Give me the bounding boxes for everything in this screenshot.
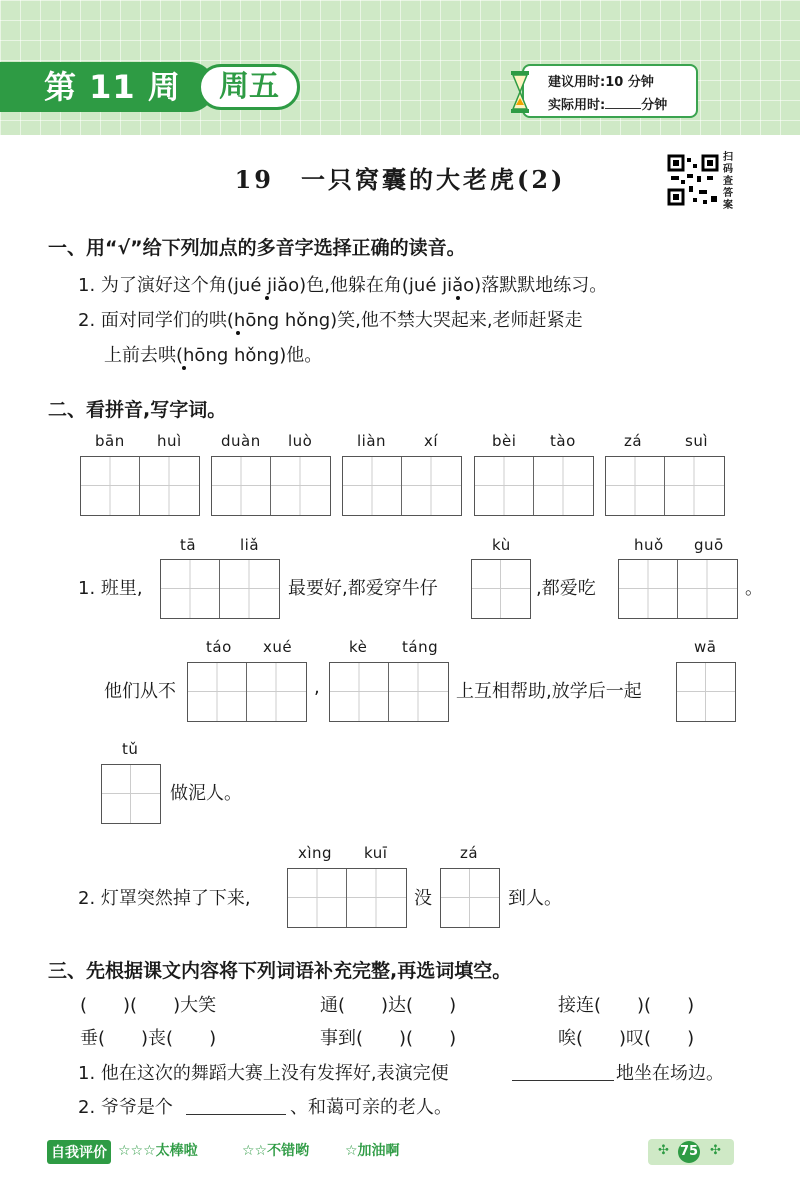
writing-box[interactable]: [160, 559, 280, 619]
page-number-badge: [648, 1139, 734, 1165]
idiom-fill[interactable]: 接连( )( ): [558, 995, 695, 1016]
pinyin-label: bèi: [492, 432, 517, 450]
sentence-text: 2. 灯罩突然掉了下来,: [78, 888, 251, 909]
hourglass-icon: [510, 70, 530, 114]
pinyin-label: tǔ: [122, 740, 139, 758]
actual-time: 实际用时: 分钟: [548, 98, 668, 113]
flower-icon: ✣: [710, 1143, 721, 1158]
sentence-text: 到人。: [508, 888, 562, 909]
pinyin-label: xí: [424, 432, 439, 450]
pinyin-label: guō: [694, 536, 724, 554]
writing-box[interactable]: [287, 868, 407, 928]
pinyin-label: táng: [402, 638, 439, 656]
section3-heading: 三、先根据课文内容将下列词语补充完整,再选词填空。: [48, 960, 512, 982]
sentence-text: 1. 班里,: [78, 578, 143, 599]
pinyin-label: kuī: [364, 844, 388, 862]
time-box: [522, 64, 698, 118]
pinyin-label: suì: [685, 432, 708, 450]
section2-heading: 二、看拼音,写字词。: [48, 399, 227, 421]
sentence-text: 没: [414, 888, 432, 909]
rating-excellent[interactable]: ☆☆☆太棒啦: [118, 1143, 198, 1159]
day-badge: 周五: [198, 64, 300, 110]
pinyin-label: liǎ: [240, 536, 260, 554]
pinyin-label: táo: [206, 638, 232, 656]
pinyin-label: tào: [550, 432, 576, 450]
section1-heading: 一、用“√”给下列加点的多音字选择正确的读音。: [48, 237, 466, 259]
sentence-text: 最要好,都爱穿牛仔: [288, 578, 438, 599]
idiom-fill[interactable]: 垂( )丧( ): [80, 1028, 217, 1049]
writing-box[interactable]: [211, 456, 331, 516]
writing-box[interactable]: [329, 662, 449, 722]
writing-box[interactable]: [187, 662, 307, 722]
writing-box[interactable]: [618, 559, 738, 619]
pinyin-label: luò: [288, 432, 313, 450]
idiom-fill[interactable]: 唉( )叹( ): [558, 1028, 695, 1049]
emphasis-dot: [456, 296, 460, 300]
idiom-fill[interactable]: ( )( )大笑: [80, 995, 217, 1016]
sentence-text: 做泥人。: [170, 783, 242, 804]
answer-blank[interactable]: [512, 1080, 614, 1081]
emphasis-dot: [236, 331, 240, 335]
writing-box[interactable]: [474, 456, 594, 516]
answer-blank[interactable]: [186, 1114, 286, 1115]
pinyin-label: kè: [349, 638, 368, 656]
pinyin-label: xué: [263, 638, 293, 656]
fill-sentence: 2. 爷爷是个: [78, 1097, 173, 1118]
pinyin-label: huǒ: [634, 536, 664, 554]
fill-sentence: 1. 他在这次的舞蹈大赛上没有发挥好,表演完便: [78, 1063, 449, 1084]
qr-label: 扫码查答案: [723, 152, 733, 211]
sentence-text: 上互相帮助,放学后一起: [456, 681, 642, 702]
pinyin-label: liàn: [357, 432, 387, 450]
writing-box[interactable]: [80, 456, 200, 516]
section1-q2-line1: 2. 面对同学们的哄(hōng hǒng)笑,他不禁大哭起来,老师赶紧走: [78, 310, 583, 331]
writing-box[interactable]: [471, 559, 531, 619]
sentence-text: ,都爱吃: [536, 578, 596, 599]
section1-q1: 1. 为了演好这个角(jué jiǎo)色,他躲在角(jué jiǎo)落默默地练习。: [78, 275, 608, 296]
week-banner: 第 11 周: [0, 62, 215, 112]
pinyin-label: huì: [157, 432, 182, 450]
pinyin-label: wā: [694, 638, 717, 656]
writing-box[interactable]: [101, 764, 161, 824]
idiom-fill[interactable]: 通( )达( ): [320, 995, 457, 1016]
fill-sentence: 地坐在场边。: [616, 1063, 724, 1084]
suggested-time: 建议用时:10 分钟: [548, 75, 654, 90]
self-eval-badge: 自我评价: [47, 1140, 111, 1164]
sentence-text: 他们从不: [104, 681, 176, 702]
lesson-title: 19 一只窝囊的大老虎(2): [234, 165, 566, 194]
sentence-text: ,: [314, 677, 320, 698]
qr-code-icon[interactable]: [667, 154, 719, 206]
fill-sentence: 、和蔼可亲的老人。: [290, 1097, 452, 1118]
emphasis-dot: [265, 296, 269, 300]
flower-icon: ✣: [658, 1143, 669, 1158]
emphasis-dot: [182, 366, 186, 370]
writing-box[interactable]: [342, 456, 462, 516]
pinyin-label: kù: [492, 536, 511, 554]
pinyin-label: zá: [624, 432, 643, 450]
idiom-fill[interactable]: 事到( )( ): [320, 1028, 457, 1049]
pinyin-label: tā: [180, 536, 197, 554]
pinyin-label: zá: [460, 844, 479, 862]
pinyin-label: bān: [95, 432, 125, 450]
writing-box[interactable]: [605, 456, 725, 516]
rating-good[interactable]: ☆☆不错哟: [242, 1143, 310, 1159]
page-number: 75: [678, 1141, 700, 1163]
pinyin-label: duàn: [221, 432, 261, 450]
rating-keep-trying[interactable]: ☆加油啊: [345, 1143, 400, 1159]
section1-q2-line2: 上前去哄(hōng hǒng)他。: [104, 345, 323, 366]
writing-box[interactable]: [440, 868, 500, 928]
pinyin-label: xìng: [298, 844, 333, 862]
sentence-text: 。: [745, 578, 763, 599]
writing-box[interactable]: [676, 662, 736, 722]
